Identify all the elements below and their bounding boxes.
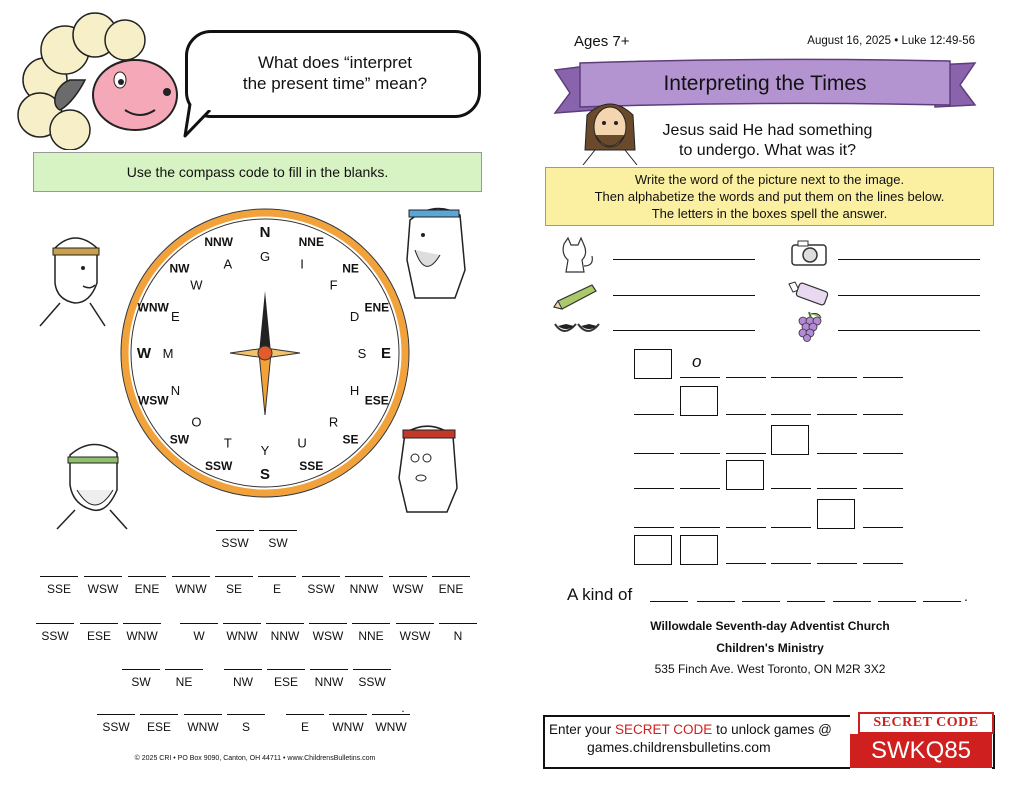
answer-blank[interactable]	[180, 623, 218, 624]
letter-line[interactable]	[863, 527, 903, 528]
answer-blank[interactable]	[309, 623, 347, 624]
direction-code: SSE	[46, 582, 71, 596]
letter-line[interactable]	[680, 453, 720, 454]
man-headband-illustration	[35, 228, 115, 328]
direction-code: NNW	[314, 675, 344, 689]
compass-letter: E	[171, 308, 180, 324]
direction-code: WNW	[187, 720, 219, 734]
letter-line[interactable]	[863, 488, 903, 489]
direction-code: WNW	[126, 629, 158, 643]
direction-code: SE	[225, 582, 242, 596]
compass-letter: W	[190, 277, 203, 293]
compass-instruction: Use the compass code to fill in the blanks.	[33, 152, 482, 192]
cat-icon	[556, 236, 598, 274]
answer-letter-box[interactable]	[817, 499, 855, 529]
example-letter: o	[692, 352, 702, 371]
compass-direction-nw: NW	[169, 261, 190, 276]
answer-prefix: A kind of	[567, 585, 633, 604]
compass-direction-ne: NE	[342, 261, 359, 276]
answer-blank[interactable]	[389, 576, 427, 577]
right-question: Jesus said He had something to undergo. What was it?	[662, 122, 873, 159]
compass-direction-e: E	[380, 345, 392, 362]
answer-blank[interactable]	[165, 669, 203, 670]
compass-letter: D	[349, 308, 360, 324]
direction-code: SSW	[102, 720, 130, 734]
letter-line[interactable]	[726, 527, 766, 528]
letter-line[interactable]	[726, 453, 766, 454]
compass-direction-sw: SW	[169, 432, 190, 447]
left-footer: © 2025 CRI • PO Box 9090, Canton, OH 44711 • www.ChildrensBulletins.com	[134, 755, 376, 762]
compass-direction-wsw: WSW	[137, 393, 169, 408]
direction-code: SW	[268, 536, 288, 550]
answer-blank[interactable]	[266, 623, 304, 624]
final-answer-line[interactable]	[878, 601, 916, 602]
old-man-illustration	[55, 435, 135, 530]
answer-blank[interactable]	[140, 714, 178, 715]
direction-code: WSW	[312, 629, 344, 643]
answer-blank[interactable]	[396, 623, 434, 624]
compass-direction-ese: ESE	[364, 393, 389, 408]
bearded-man-illustration	[395, 200, 475, 300]
letter-line[interactable]	[680, 527, 720, 528]
direction-code: SW	[131, 675, 151, 689]
letter-line[interactable]	[863, 453, 903, 454]
secret-code-prompt: Enter your SECRET CODE to unlock games @	[549, 722, 832, 737]
compass-letter: O	[191, 414, 202, 430]
letter-line[interactable]	[771, 414, 811, 415]
direction-code: WNW	[332, 720, 364, 734]
compass-letter: H	[349, 383, 360, 399]
letter-line[interactable]	[771, 377, 811, 378]
final-answer-line[interactable]	[833, 601, 871, 602]
compass-direction-s: S	[259, 466, 271, 483]
letter-line[interactable]	[726, 377, 766, 378]
sheep-illustration	[15, 10, 185, 150]
letter-line[interactable]	[726, 414, 766, 415]
answer-blank[interactable]	[227, 714, 265, 715]
letter-line[interactable]	[863, 377, 903, 378]
date-reference: August 16, 2025 • Luke 12:49-56	[807, 35, 975, 47]
direction-code: NNW	[349, 582, 379, 596]
direction-code: ENE	[438, 582, 464, 596]
letter-line[interactable]	[726, 563, 766, 564]
direction-code: WNW	[375, 720, 407, 734]
letter-line[interactable]	[817, 488, 857, 489]
secret-code-badge-label: SECRET CODE	[858, 712, 994, 734]
letter-line[interactable]	[863, 414, 903, 415]
compass-direction-w: W	[136, 345, 152, 362]
compass-letter: I	[300, 256, 304, 272]
direction-code: SSW	[358, 675, 386, 689]
answer-blank[interactable]	[286, 714, 324, 715]
compass-letter: U	[297, 435, 307, 451]
letter-line[interactable]	[634, 453, 674, 454]
direction-code: WNW	[226, 629, 258, 643]
picture-instructions: Write the word of the picture next to the image. Then alphabetize the words and put them on the lines below. The letters in the boxes spell the answer.	[545, 167, 994, 226]
answer-blank[interactable]	[123, 623, 161, 624]
answer-blank[interactable]	[223, 623, 261, 624]
glue-icon	[785, 278, 830, 308]
compass-direction-sse: SSE	[299, 458, 324, 473]
answer-blank[interactable]	[432, 576, 470, 577]
compass-letter: F	[329, 277, 338, 293]
worried-man-illustration	[385, 418, 470, 513]
direction-code: WSW	[399, 629, 431, 643]
secret-code-badge	[850, 712, 992, 769]
direction-code: NNE	[358, 629, 384, 643]
church-address: 535 Finch Ave. West Toronto, ON M2R 3X2	[654, 662, 886, 676]
church-name: Willowdale Seventh-day Adventist Church	[650, 619, 890, 633]
compass-letter: R	[328, 414, 339, 430]
answer-period: .	[964, 588, 968, 604]
page-title: Interpreting the Times	[663, 72, 867, 95]
direction-code: WSW	[392, 582, 424, 596]
letter-line[interactable]	[771, 488, 811, 489]
answer-letter-box[interactable]	[680, 535, 718, 565]
answer-blank[interactable]	[122, 669, 160, 670]
answer-blank[interactable]	[439, 623, 477, 624]
letter-line[interactable]	[771, 527, 811, 528]
direction-code: NW	[233, 675, 253, 689]
answer-blank[interactable]	[128, 576, 166, 577]
letter-line[interactable]	[817, 563, 857, 564]
direction-code: S	[241, 720, 250, 734]
direction-code: E	[272, 582, 281, 596]
answer-letter-box[interactable]	[726, 460, 764, 490]
pencil-icon	[550, 283, 600, 311]
answer-blank[interactable]	[216, 530, 254, 531]
direction-code: SSW	[307, 582, 335, 596]
ministry-name: Children's Ministry	[716, 641, 824, 655]
answer-blank[interactable]	[310, 669, 348, 670]
answer-blank[interactable]	[84, 576, 122, 577]
compass-letter: G	[259, 249, 271, 264]
direction-code: NE	[175, 675, 193, 689]
letter-line[interactable]	[634, 414, 674, 415]
sheep-question: What does “interpret the present time” mean?	[242, 53, 428, 93]
answer-blank[interactable]	[259, 530, 297, 531]
answer-blank[interactable]	[302, 576, 340, 577]
letter-line[interactable]	[817, 377, 857, 378]
camera-icon	[790, 239, 828, 267]
compass-direction-ssw: SSW	[205, 458, 233, 473]
direction-code: ESE	[86, 629, 111, 643]
answer-letter-box[interactable]	[771, 425, 809, 455]
answer-blank[interactable]	[184, 714, 222, 715]
direction-code: ENE	[134, 582, 160, 596]
direction-code: SSW	[221, 536, 249, 550]
letter-line[interactable]	[863, 563, 903, 564]
answer-letter-box[interactable]	[680, 386, 718, 416]
answer-letter-box[interactable]	[634, 349, 672, 379]
letter-line[interactable]	[817, 414, 857, 415]
letter-line[interactable]	[771, 563, 811, 564]
final-answer-line[interactable]	[697, 601, 735, 602]
answer-blank[interactable]	[97, 714, 135, 715]
final-answer-line[interactable]	[650, 601, 688, 602]
games-url[interactable]: games.childrensbulletins.com	[587, 739, 771, 755]
compass-direction-nne: NNE	[298, 235, 324, 250]
direction-code: NNW	[270, 629, 300, 643]
answer-blank[interactable]	[345, 576, 383, 577]
answer-blank[interactable]	[80, 623, 118, 624]
grapes-icon	[793, 310, 825, 342]
answer-blank[interactable]	[36, 623, 74, 624]
compass-letter: N	[170, 383, 181, 399]
answer-blank[interactable]	[172, 576, 210, 577]
answer-blank[interactable]	[329, 714, 367, 715]
secret-code-value: SWKQ85	[850, 734, 992, 768]
answer-blank[interactable]	[353, 669, 391, 670]
compass-direction-n: N	[259, 224, 271, 241]
compass-hub	[258, 346, 272, 360]
direction-code: E	[300, 720, 309, 734]
direction-code: ESE	[146, 720, 171, 734]
compass-rose	[110, 208, 420, 498]
compass-direction-wnw: WNW	[137, 300, 169, 315]
direction-code: SSW	[41, 629, 69, 643]
direction-code: W	[193, 629, 205, 643]
final-answer-line[interactable]	[742, 601, 780, 602]
age-label: Ages 7+	[574, 33, 630, 50]
compass-direction-se: SE	[342, 432, 359, 447]
answer-blank[interactable]	[40, 576, 78, 577]
letter-line[interactable]	[680, 377, 720, 378]
direction-code: ESE	[273, 675, 298, 689]
compass-letter: T	[223, 435, 232, 451]
compass-letter: Y	[260, 443, 270, 458]
direction-code: WNW	[175, 582, 207, 596]
letter-line[interactable]	[634, 488, 674, 489]
compass-direction-ene: ENE	[364, 300, 390, 315]
sentence-period: .	[401, 701, 405, 715]
compass-letter: A	[223, 256, 233, 272]
compass-letter: M	[162, 346, 174, 361]
final-answer-line[interactable]	[923, 601, 961, 602]
letter-line[interactable]	[680, 488, 720, 489]
compass-direction-nnw: NNW	[204, 235, 234, 250]
answer-blank[interactable]	[258, 576, 296, 577]
direction-code: N	[453, 629, 463, 643]
answer-blank[interactable]	[267, 669, 305, 670]
answer-blank[interactable]	[224, 669, 262, 670]
final-answer-line[interactable]	[787, 601, 825, 602]
direction-code: WSW	[87, 582, 119, 596]
answer-letter-box[interactable]	[634, 535, 672, 565]
answer-blank[interactable]	[352, 623, 390, 624]
lips-icon	[552, 318, 602, 342]
answer-blank[interactable]	[215, 576, 253, 577]
letter-line[interactable]	[817, 453, 857, 454]
bubble-tail	[180, 104, 220, 140]
letter-line[interactable]	[634, 527, 674, 528]
compass-letter: S	[357, 346, 367, 361]
